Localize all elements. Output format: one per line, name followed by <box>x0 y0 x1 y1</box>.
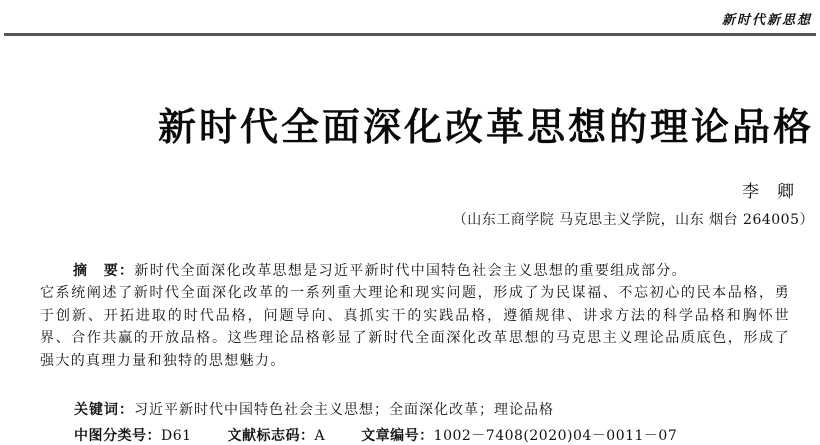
header-rule <box>4 33 816 36</box>
author-affiliation: （山东工商学院 马克思主义学院，山东 烟台 264005） <box>452 212 814 228</box>
clc-number <box>74 428 192 444</box>
clc-label: 中图分类号： <box>74 428 161 444</box>
classification-line <box>74 425 677 445</box>
doc-label: 文献标志码： <box>227 428 315 444</box>
abstract-line1: 新时代全面深化改革思想是习近平新时代中国特色社会主义思想的重要组成部分。 <box>134 263 688 279</box>
abstract <box>40 260 790 372</box>
clc-value: D61 <box>161 428 192 444</box>
keywords-value: 习近平新时代中国特色社会主义思想；全面深化改革；理论品格 <box>134 402 554 418</box>
paper-title: 新时代全面深化改革思想的理论品格 <box>157 105 814 149</box>
running-head: 新时代新思想 <box>721 13 812 28</box>
article-value: 1002－7408(2020)04－0011－07 <box>433 428 678 444</box>
doc-value: A <box>314 428 326 444</box>
abstract-first-line <box>40 260 790 282</box>
article-label: 文章编号： <box>361 428 434 444</box>
author-name: 李卿 <box>742 182 812 202</box>
keywords <box>74 399 554 419</box>
keywords-label: 关键词： <box>74 402 134 418</box>
article-number <box>361 428 677 444</box>
document-code <box>228 428 326 444</box>
abstract-body: 它系统阐述了新时代全面深化改革的一系列重大理论和现实问题，形成了为民谋福、不忘初心的民本品格，勇于创新、开拓进取的时代品格，问题导向、真抓实干的实践品格，遵循规律、讲求方法的科学品格和胸怀世界、合作共赢的开放品格。这些理论品格彰显了新时代全面深化改革思想的马克思主义理论品质底色，形成了强大的真理力量和独特的思想魅力。 <box>40 285 790 369</box>
abstract-label: 摘 要： <box>73 263 135 279</box>
